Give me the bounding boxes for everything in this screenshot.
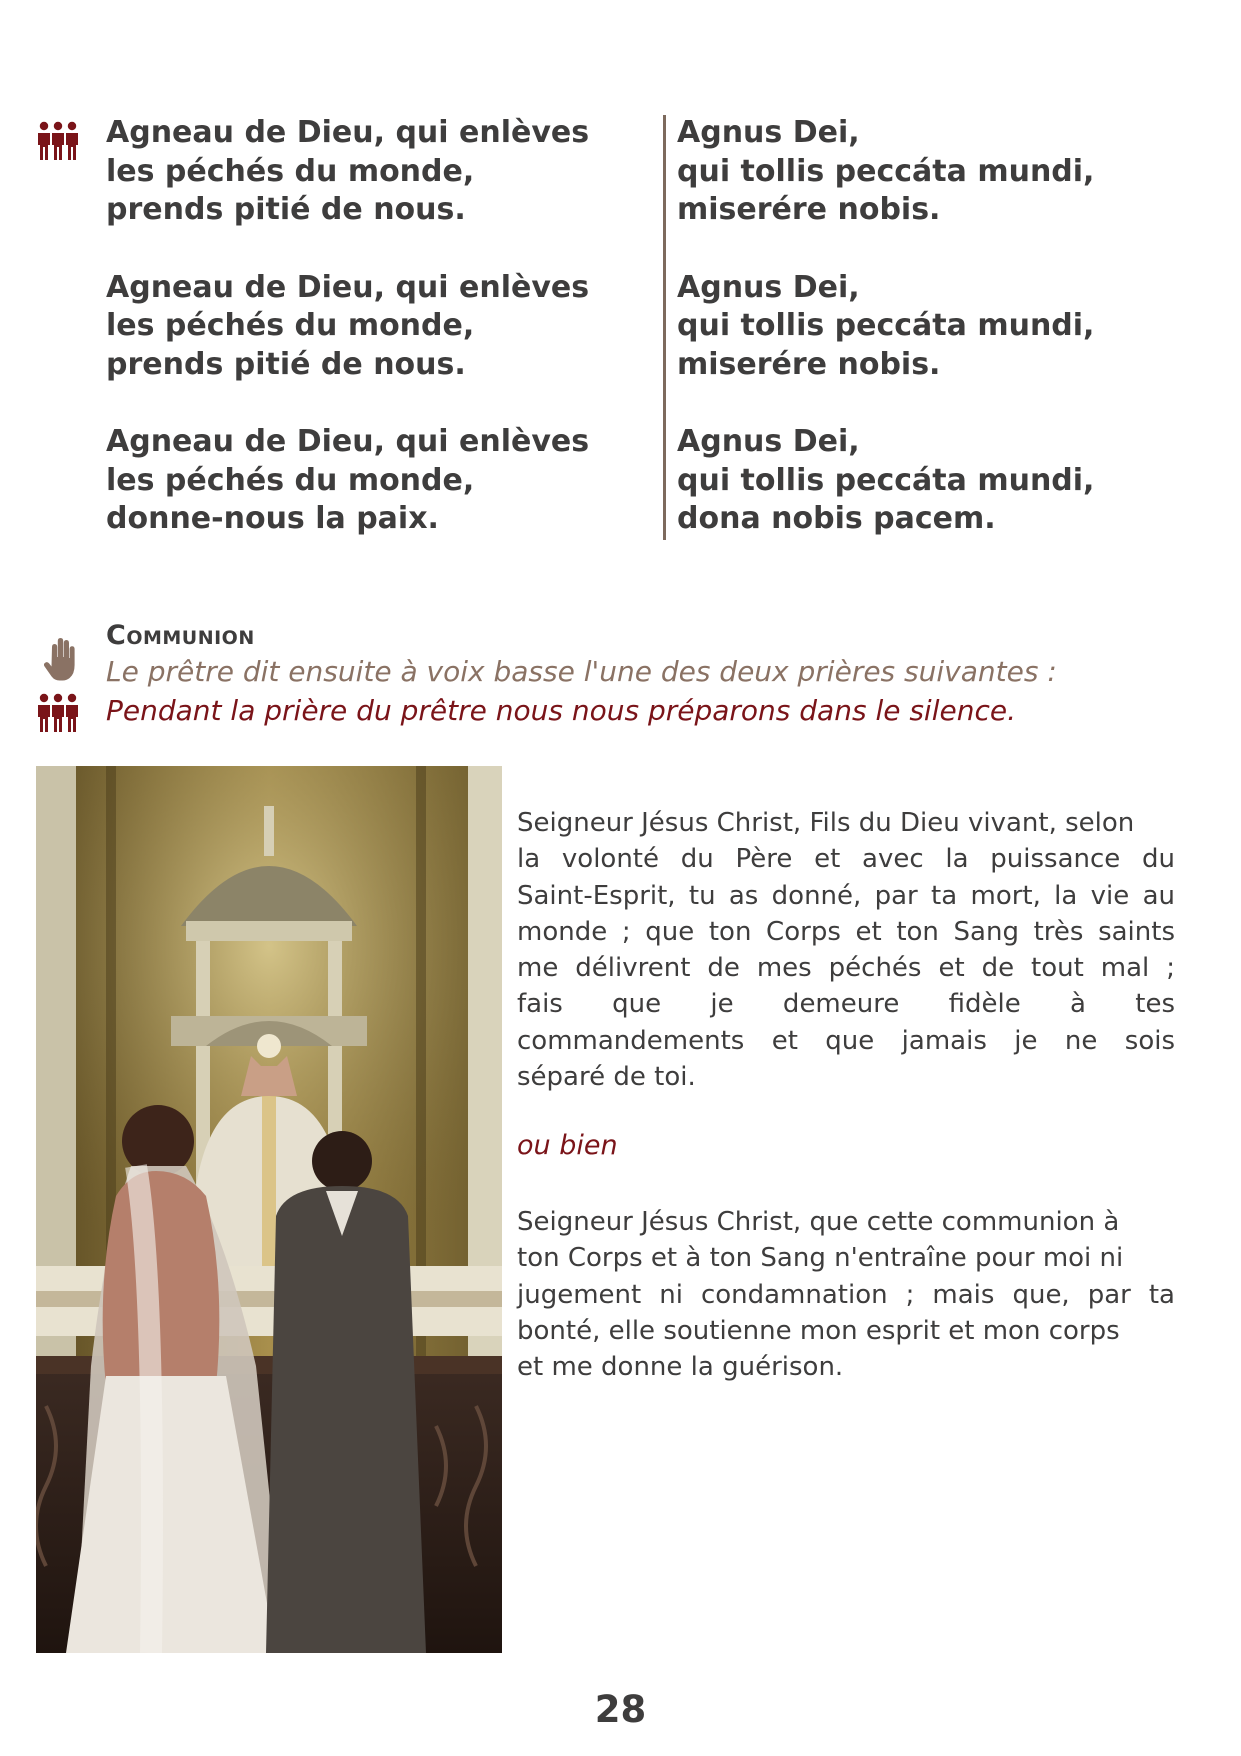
- verse-line: Agneau de Dieu, qui enlèves: [106, 115, 590, 150]
- stanza: [677, 114, 1094, 230]
- prayer-second: [517, 1204, 1175, 1385]
- prayer-line: commandements et que jamais je ne sois: [517, 1025, 1175, 1056]
- prayer-line: séparé de toi.: [517, 1062, 696, 1093]
- prayer-line: Seigneur Jésus Christ, que cette communion à: [517, 1207, 1120, 1237]
- verse-line: qui tollis peccáta mundi,: [677, 308, 1095, 343]
- stanza: [106, 114, 589, 230]
- prayer-line: ton Corps et à ton Sang n'entraîne pour moi ni: [517, 1243, 1124, 1274]
- verse-line: miserére nobis.: [677, 346, 941, 382]
- priest-rubric: Le prêtre dit ensuite à voix basse l'une des deux prières suivantes :: [106, 655, 1057, 688]
- prayer-line: Seigneur Jésus Christ, Fils du Dieu vivant, selon: [517, 808, 1135, 838]
- agnus-dei-french: [106, 114, 589, 578]
- verse-line: prends pitié de nous.: [106, 346, 466, 382]
- prayer-line: et me donne la guérison.: [517, 1352, 844, 1383]
- prayer-line: la volonté du Père et avec la puissance du: [517, 844, 1175, 875]
- prayer-line: bonté, elle soutienne mon esprit et mon corps: [517, 1315, 1120, 1346]
- verse-line: prends pitié de nous.: [106, 192, 466, 227]
- prayer-line: jugement ni condamnation ; mais que, par ta: [517, 1279, 1175, 1310]
- prayer-line: fais que je demeure fidèle à tes: [517, 989, 1175, 1020]
- people-rubric: Pendant la prière du prêtre nous nous préparons dans le silence.: [106, 694, 1016, 727]
- verse-line: les péchés du monde,: [106, 308, 475, 343]
- people-group-icon: [36, 693, 80, 733]
- prayer-line: monde ; que ton Corps et ton Sang très saints: [517, 916, 1175, 947]
- verse-line: donne-nous la paix.: [106, 501, 439, 536]
- people-group-icon: [36, 121, 80, 161]
- verse-line: Agneau de Dieu, qui enlèves: [106, 269, 590, 305]
- prayer-line: Saint-Esprit, tu as donné, par ta mort, la vie au: [517, 880, 1175, 911]
- verse-line: Agnus Dei,: [677, 115, 860, 150]
- prayer-first: [517, 805, 1175, 1095]
- stanza: [106, 423, 589, 539]
- verse-line: Agnus Dei,: [677, 269, 860, 305]
- stanza: [106, 269, 589, 385]
- raised-hand-icon: [44, 637, 78, 683]
- prayer-line: me délivrent de mes péchés et de tout mal ;: [517, 953, 1175, 984]
- verse-line: Agnus Dei,: [677, 424, 860, 459]
- stanza: [677, 269, 1094, 385]
- verse-line: qui tollis peccáta mundi,: [677, 153, 1095, 189]
- agnus-dei-latin: [677, 114, 1094, 578]
- page-number: 28: [594, 1688, 647, 1731]
- verse-line: dona nobis pacem.: [677, 501, 996, 536]
- section-title: Communion: [106, 620, 255, 651]
- stanza: [677, 423, 1094, 539]
- verse-line: les péchés du monde,: [106, 153, 475, 189]
- column-divider: [663, 115, 666, 540]
- verse-line: qui tollis peccáta mundi,: [677, 462, 1095, 498]
- wedding-mass-photo: [36, 766, 502, 1653]
- verse-line: Agneau de Dieu, qui enlèves: [106, 424, 590, 459]
- alternative-label: ou bien: [517, 1130, 618, 1161]
- verse-line: miserére nobis.: [677, 192, 941, 227]
- verse-line: les péchés du monde,: [106, 462, 475, 498]
